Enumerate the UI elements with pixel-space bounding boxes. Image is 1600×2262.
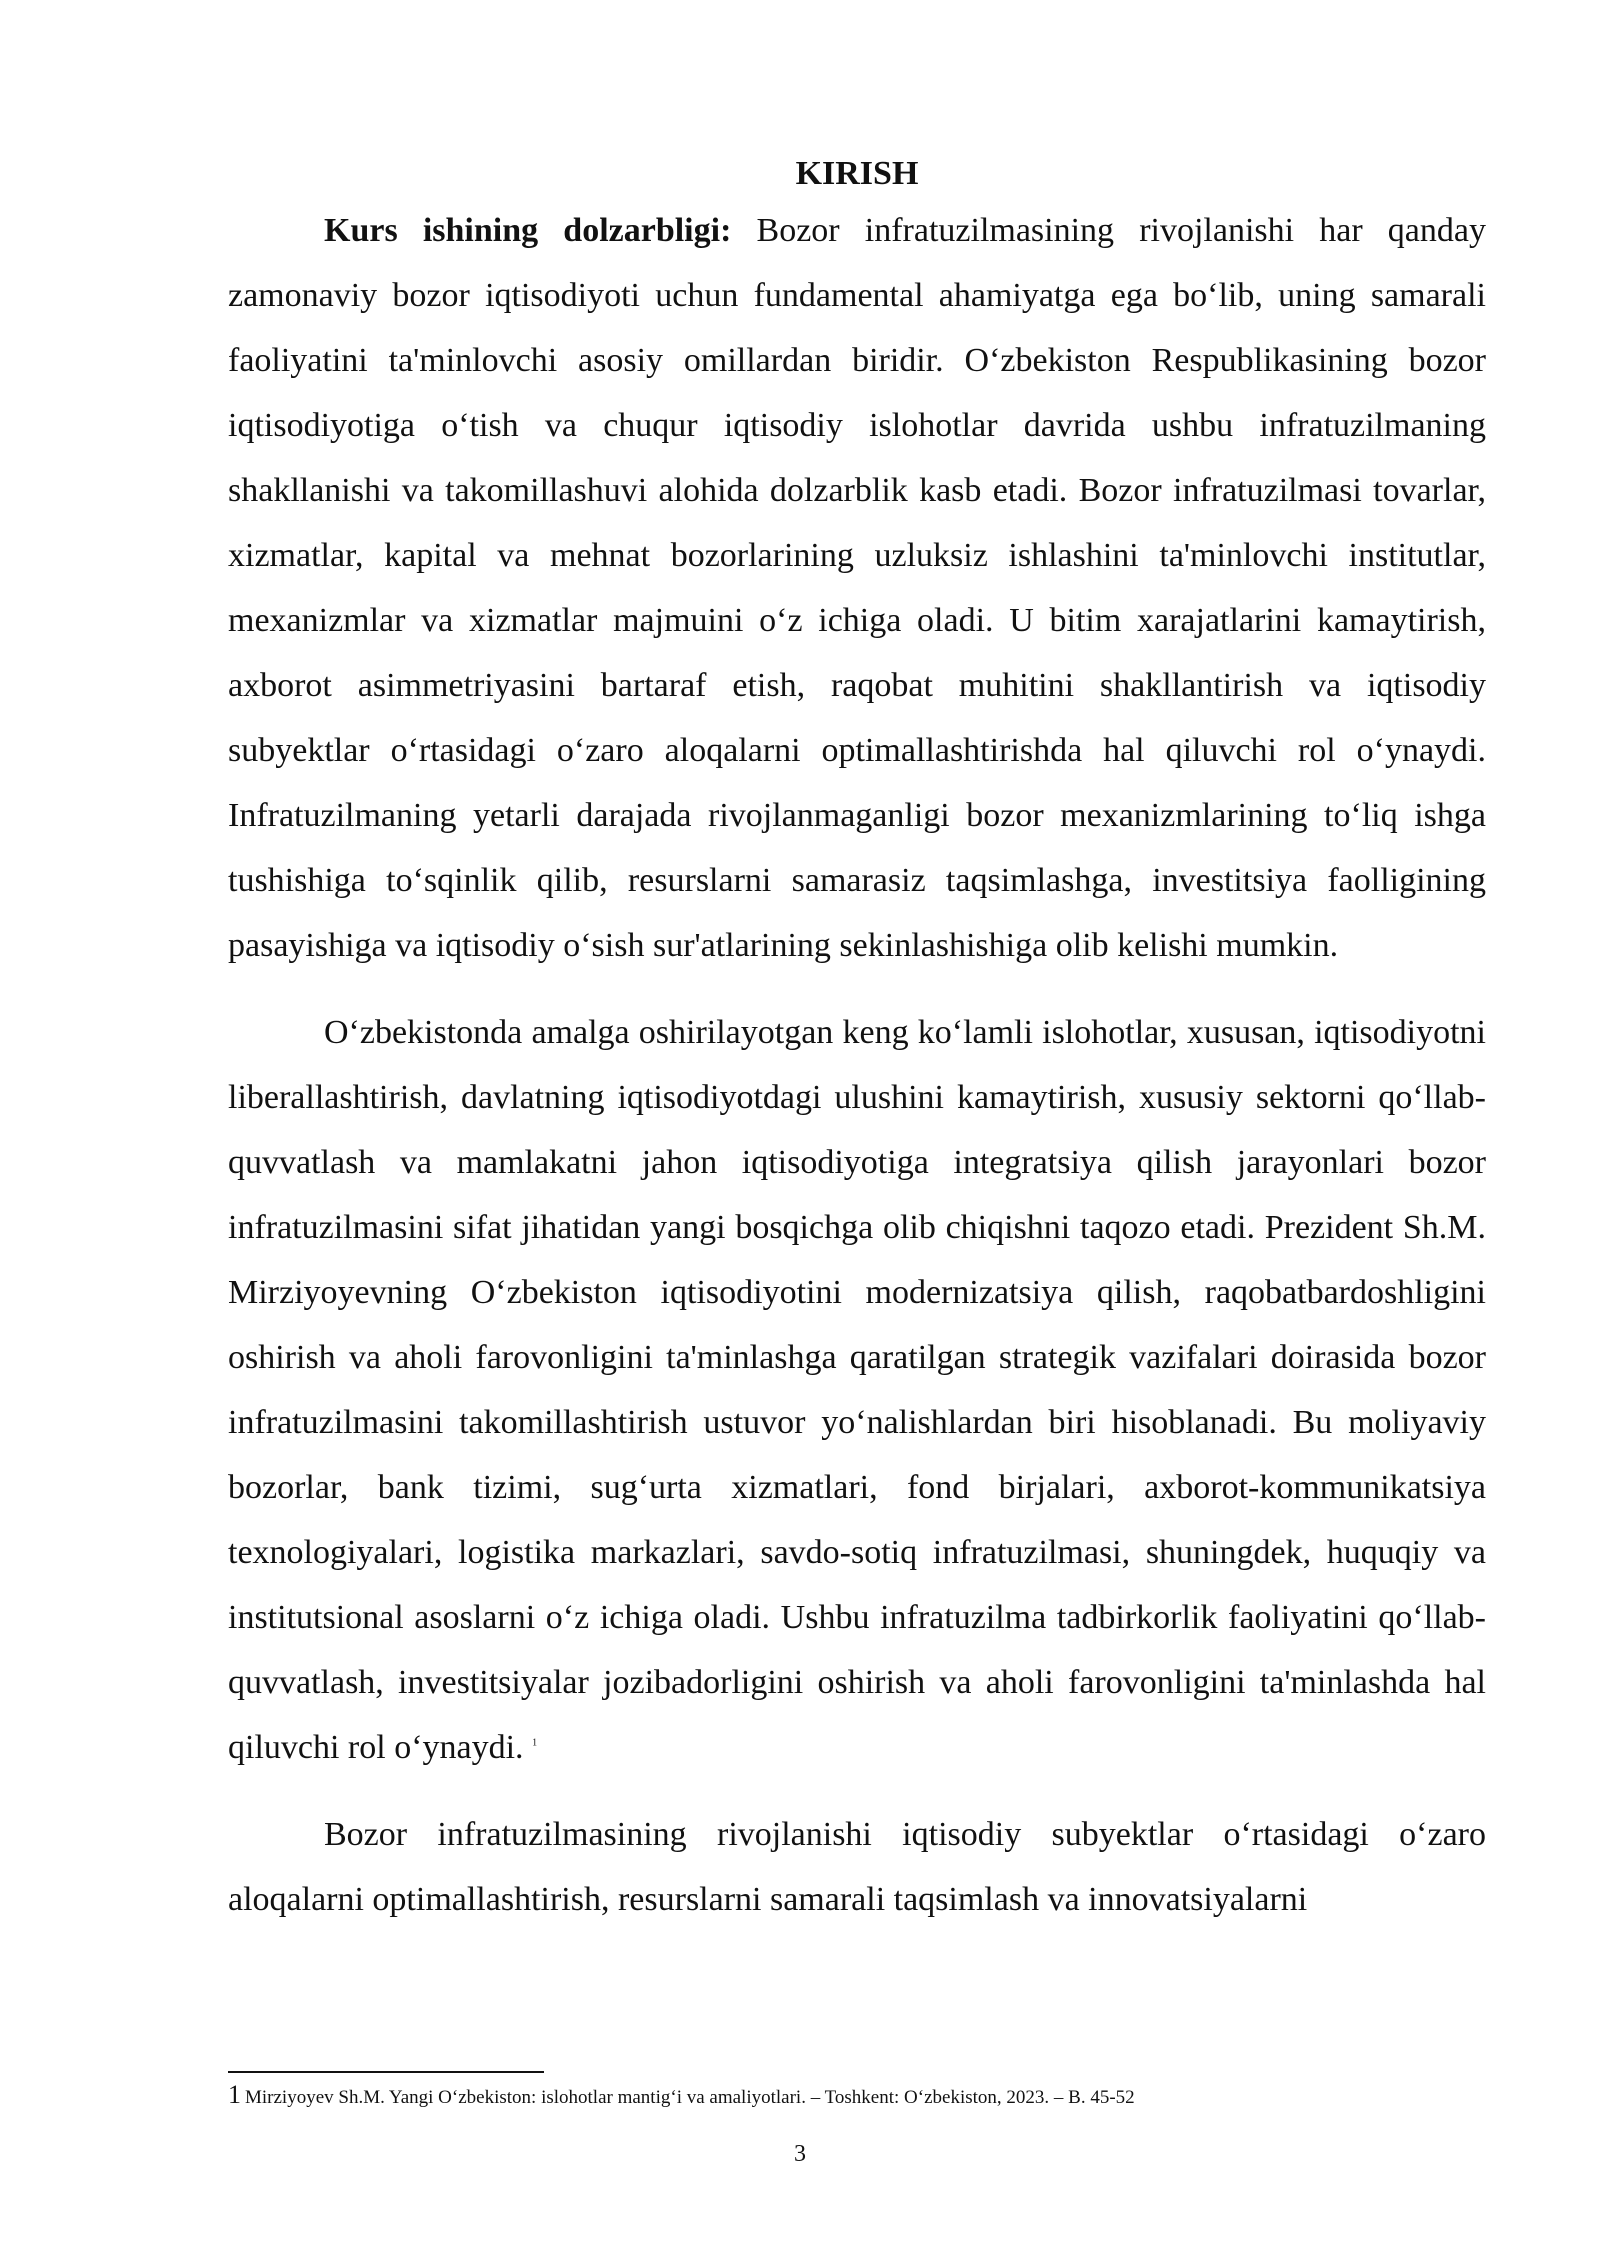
paragraph-text: Bozor infratuzilmasining rivojlanishi iqtisodiy subyektlar o‘rtasidagi o‘zaro aloqalarni optimallashtirish, resurslarni samarali taqsimlash va innovatsiyalarni — [228, 1816, 1486, 1918]
paragraph-relevance — [228, 198, 1486, 978]
footnote-text: Mirziyoyev Sh.M. Yangi O‘zbekiston: islohotlar mantig‘i va amaliyotlari. – Toshkent: O‘zbekiston, 2023. – B. 45-52 — [245, 2087, 1135, 2108]
paragraph-text: Bozor infratuzilmasining rivojlanishi har qanday zamonaviy bozor iqtisodiyoti uchun fundamental ahamiyatga ega bo‘lib, uning samarali faoliyatini ta'minlovchi asosiy omillardan biridir. O‘zbekiston Respublikasining bozor iqtisodiyotiga o‘tish va chuqur iqtisodiy islohotlar davrida ushbu infratuzilmaning shakllanishi va takomillashuvi alohida dolzarblik kasb etadi. Bozor infratuzilmasi tovarlar, xizmatlar, kapital va mehnat bozorlarining uzluksiz ishlashini ta'minlovchi institutlar, mexanizmlar va xizmatlar majmuini o‘z ichiga oladi. U bitim xarajatlarini kamaytirish, axborot asimmetriyasini bartaraf etish, raqobat muhitini shakllantirish va iqtisodiy subyektlar o‘rtasidagi o‘zaro aloqalarni optimallashtirishda hal qiluvchi rol o‘ynaydi. Infratuzilmaning yetarli darajada rivojlanmaganligi bozor mexanizmlarining to‘liq ishga tushishiga to‘sqinlik qilib, resurslarni samarasiz taqsimlashga, investitsiya faolligining pasayishiga va iqtisodiy o‘sish sur'atlarining sekinlashishiga olib kelishi mumkin. — [228, 212, 1486, 964]
paragraph-lead: Kurs ishining dolzarbligi: — [324, 212, 732, 249]
paragraph-reforms — [228, 1000, 1486, 1780]
section-heading: KIRISH — [795, 155, 919, 192]
footnote-reference[interactable]: 1 — [532, 1737, 538, 1749]
paragraph-continued — [228, 1802, 1486, 1932]
paragraph-text: O‘zbekistonda amalga oshirilayotgan keng ko‘lamli islohotlar, xususan, iqtisodiyotni liberallashtirish, davlatning iqtisodiyotdagi ulushini kamaytirish, xususiy sektorni qo‘llab-quvvatlash va mamlakatni jahon iqtisodiyotiga integratsiya qilish jarayonlari bozor infratuzilmasini sifat jihatidan yangi bosqichga olib chiqishni taqozo etadi. Prezident Sh.M. Mirziyoyevning O‘zbekiston iqtisodiyotini modernizatsiya qilish, raqobatbardoshligini oshirish va aholi farovonligini ta'minlashga qaratilgan strategik vazifalari doirasida bozor infratuzilmasini takomillashtirish ustuvor yo‘nalishlardan biri hisoblanadi. Bu moliyaviy bozorlar, bank tizimi, sug‘urta xizmatlari, fond birjalari, axborot-kommunikatsiya texnologiyalari, logistika markazlari, savdo-sotiq infratuzilmasi, shuningdek, huquqiy va institutsional asoslarni o‘z ichiga oladi. Ushbu infratuzilma tadbirkorlik faoliyatini qo‘llab-quvvatlash, investitsiyalar jozibadorligini oshirish va aholi farovonligini ta'minlashda hal qiluvchi rol o‘ynaydi. — [228, 1014, 1486, 1766]
footnote-number: 1 — [228, 2080, 241, 2109]
page-number: 3 — [794, 2141, 806, 2167]
footnote — [228, 2080, 1486, 2110]
footnote-separator — [228, 2071, 544, 2073]
page-body — [228, 150, 1486, 1932]
